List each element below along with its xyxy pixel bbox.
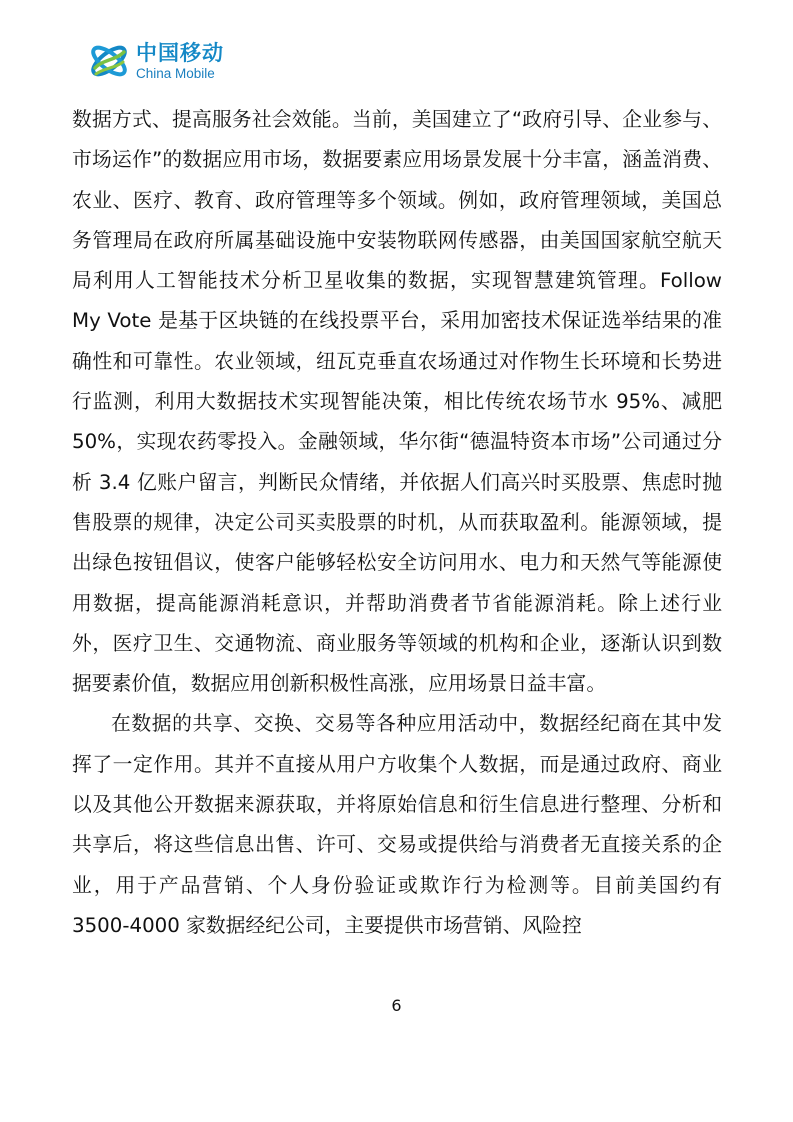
logo-text [136, 42, 224, 81]
page-number: 6 [391, 996, 402, 1015]
logo-chinese-name: 中国移动 [136, 40, 224, 65]
body-text [72, 100, 722, 946]
paragraph-us-data-market: 数据方式、提高服务社会效能。当前，美国建立了“政府引导、企业参与、市场运作”的数据应用市场，数据要素应用场景发展十分丰富，涵盖消费、农业、医疗、教育、政府管理等多个领域。例如，政府管理领域，美国总务管理局在政府所属基础设施中安装物联网传感器，由美国国家航空航天局利用人工智能技术分析卫星收集的数据，实现智慧建筑管理。Follow My Vote 是基于区块链的在线投票平台，采用加密技术保证选举结果的准确性和可靠性。农业领域，纽瓦克垂直农场通过对作物生长环境和长势进行监测，利用大数据技术实现智能决策，相比传统农场节水 95%、减肥 50%，实现农药零投入。金融领域，华尔街“德温特资本市场”公司通过分析 3.4 亿账户留言，判断民众情绪，并依据人们高兴时买股票、焦虑时抛售股票的规律，决定公司买卖股票的时机，从而获取盈利。能源领域，提出绿色按钮倡议，使客户能够轻松安全访问用水、电力和天然气等能源使用数据，提高能源消耗意识，并帮助消费者节省能源消耗。除上述行业外，医疗卫生、交通物流、商业服务等领域的机构和企业，逐渐认识到数据要素价值，数据应用创新积极性高涨，应用场景日益丰富。 [72, 108, 722, 696]
china-mobile-logo [86, 38, 224, 84]
logo-english-name: China Mobile [136, 65, 215, 81]
paragraph-data-brokers: 在数据的共享、交换、交易等各种应用活动中，数据经纪商在其中发挥了一定作用。其并不直接从用户方收集个人数据，而是通过政府、商业以及其他公开数据来源获取，并将原始信息和衍生信息进行整理、分析和共享后，将这些信息出售、许可、交易或提供给与消费者无直接关系的企业，用于产品营销、个人身份验证或欺诈行为检测等。目前美国约有 3500-4000 家数据经纪公司，主要提供市场营销、风险控 [72, 712, 722, 937]
china-mobile-logo-icon [86, 38, 132, 84]
